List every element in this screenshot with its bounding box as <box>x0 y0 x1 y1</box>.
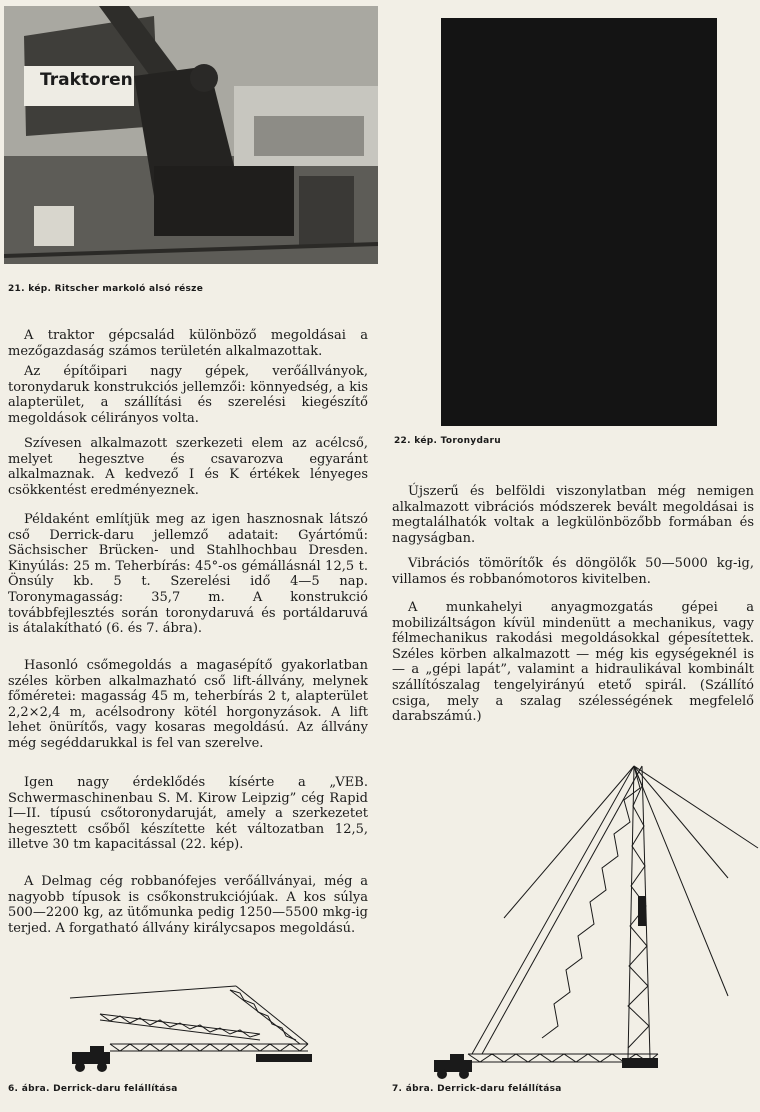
paragraph-2: Az építőipari nagy gépek, verőállványok, toronydaruk konstrukciós jellemzői: könnyedség, a kis alapterület, a szállítási és szerelési kiegészítő megoldások célirányos volta. <box>8 364 368 426</box>
paragraph-8: Újszerű és belföldi viszonylatban még nemigen alkalmazott vibrációs módszerek bevált megoldásai is megtalálhatók voltak a legkülönbözőbb formában és nagyságban. <box>392 484 754 546</box>
paragraph-1: A traktor gépcsalád különböző megoldásai a mezőgazdaság számos területén alkalmazottak. <box>8 328 368 359</box>
paragraph-7: A Delmag cég robbanófejes verőállványai, még a nagyobb típusok is csőkonstrukciójúak. A kos súlya 500—2200 kg, az ütőmunka pedig 1250—5500 mkg-ig terjed. A forgatható állvány királycsapos megoldású. <box>8 874 368 936</box>
paragraph-9: Vibrációs tömörítők és döngölők 50—5000 kg-ig, villamos és robbanómotoros kivitelben. <box>392 556 754 587</box>
caption-fig22: 22. kép. Toronydaru <box>394 436 502 446</box>
caption-fig6: 6. ábra. Derrick-daru felállítása <box>8 1084 178 1094</box>
caption-fig21: 21. kép. Ritscher markoló alsó része <box>8 284 204 294</box>
paragraph-5: Hasonló csőmegoldás a magasépítő gyakorlatban széles körben alkalmazható cső lift-állvány, melynek főméretei: magasság 45 m, teherbírás 2 t, alapterület 2,2×2,4 m, acélsodrony kötél horgonyzások. A lift lehet önürítős, vagy kosaras megoldású. Az állvány még segéddarukkal is fel van szerelve. <box>8 658 368 751</box>
photo-sign-text: Traktoren <box>40 70 133 90</box>
paragraph-3: Szívesen alkalmazott szerkezeti elem az acélcső, melyet hegesztve és csavarozva egyaránt alkalmaznak. A kedvező I és K értékek lényeges csökkentést eredményeznek. <box>8 436 368 498</box>
excavator-illustration <box>4 6 378 264</box>
photo-tower-crane <box>441 18 717 426</box>
photo-ritscher-excavator <box>4 6 378 264</box>
paragraph-6: Igen nagy érdeklődés kísérte a „VEB. Schwermaschinenbau S. M. Kirow Leipzig” cég Rapid I—II. típusú csőtoronydaruját, amely a szerkezetet hegesztett csőből készítette két változatban 12,5, illetve 30 tm kapacitással (22. kép). <box>8 775 368 853</box>
paragraph-4: Példaként említjük meg az igen hasznosnak látszó cső Derrick-daru jellemző adatait: Gyártómű: Sächsischer Brücken- und Stahlhochbau Dresden. Kinyúlás: 25 m. Teherbírás: 45°-os gémállásnál 12,5 t. Önsúly kb. 5 t. Szerelési idő 4—5 nap. Toronymagasság: 35,7 m. A konstrukció továbbfejlesztés során toronydaruvá és portáldaruvá is átalakítható (6. és 7. ábra). <box>8 512 368 637</box>
figure-7-derrick-crane <box>428 758 760 1080</box>
caption-fig7: 7. ábra. Derrick-daru felállítása <box>392 1084 562 1094</box>
figure-6-derrick-crane <box>60 968 320 1078</box>
paragraph-10: A munkahelyi anyagmozgatás gépei a mobilizáltságon kívül mindenütt a mechanikus, vagy félmechanikus rakodási megoldásokkal gépesítettek. Széles körben alkalmazott — még kis egységeknél is — a „gépi lapát”, valamint a hidraulikával kombinált szállítószalag tengelyirányú etető spirál. (Szállító csiga, mely a szalag szélességének megfelelő darabszámú.) <box>392 600 754 725</box>
